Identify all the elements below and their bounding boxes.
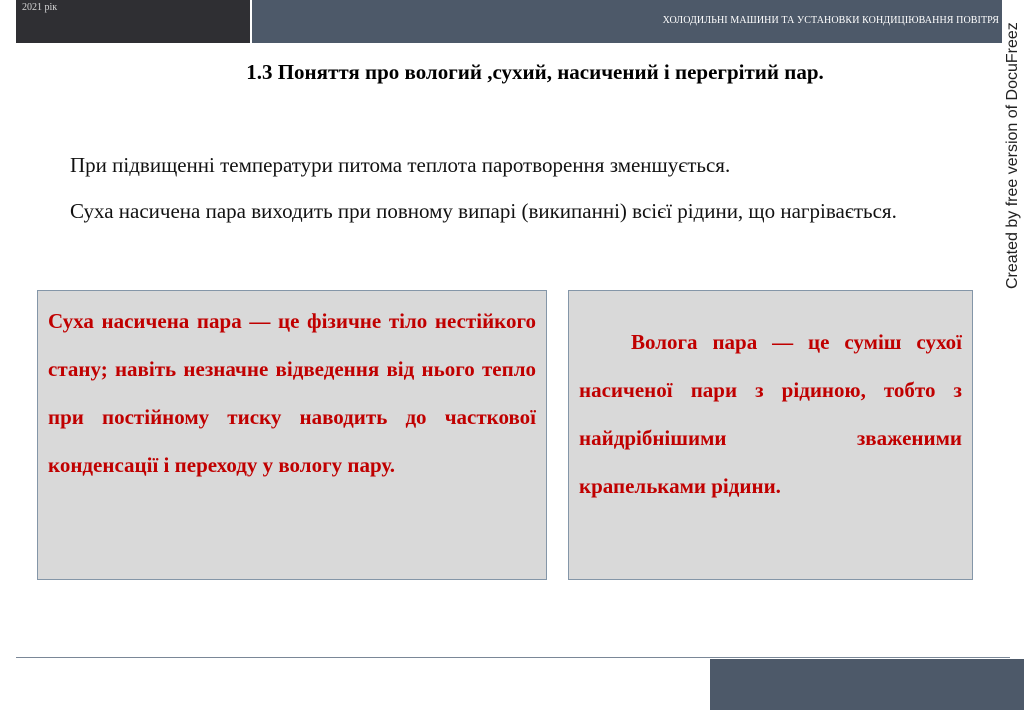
- definition-box-dry: [37, 290, 547, 580]
- paragraph-1: При підвищенні температури питома теплота паротворення зменшується.: [70, 153, 731, 177]
- footer-divider: [16, 657, 1010, 658]
- footer-block: [710, 659, 1024, 710]
- section-title: 1.3 Поняття про вологий ,сухий, насичений і перегрітий пар.: [246, 60, 824, 84]
- header-title: ХОЛОДИЛЬНІ МАШИНИ ТА УСТАНОВКИ КОНДИЦІЮВАННЯ ПОВІТРЯ: [662, 15, 999, 26]
- header-band: [252, 0, 1002, 43]
- definition-dry-text: Суха насичена пара — це фізичне тіло нестійкого стану; навіть незначне відведення від нього тепло при постійному тиску наводить до часткової конденсації і переходу у вологу пару.: [48, 309, 536, 477]
- year-block: [16, 0, 250, 43]
- paragraph-2: Суха насичена пара виходить при повному випарі (википанні) всієї рідини, що нагрівається.: [70, 199, 897, 223]
- definition-box-wet: [568, 290, 973, 580]
- year-label: 2021 рік: [22, 2, 58, 13]
- definition-wet-text: Волога пара — це суміш сухої насиченої пари з рідиною, тобто з найдрібнішими зваженими крапельками рідини.: [579, 330, 962, 498]
- watermark-text: Created by free version of DocuFreez: [1004, 22, 1021, 289]
